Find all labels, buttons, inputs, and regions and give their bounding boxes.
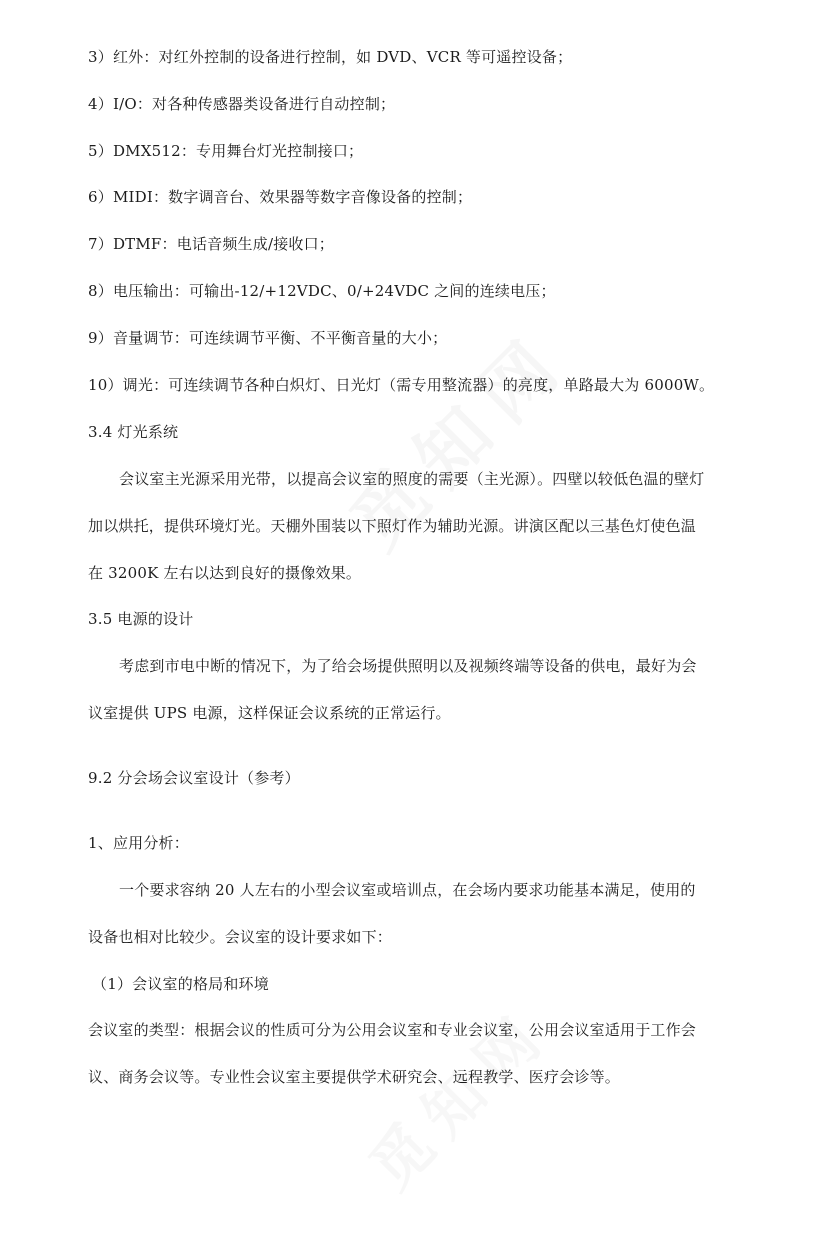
section-heading-lighting: 3.4 灯光系统 [88,423,179,441]
list-item-midi: 6）MIDI：数字调音台、效果器等数字音像设备的控制； [88,188,473,206]
section-heading-branch-room: 9.2 分会场会议室设计（参考） [88,769,300,787]
subheading-application-analysis: 1、应用分析： [88,834,189,852]
paragraph-lighting-line-1: 会议室主光源采用光带，以提高会议室的照度的需要（主光源）。四壁以较低色温的壁灯 [119,470,705,488]
paragraph-power-line-2: 议室提供 UPS 电源，这样保证会议系统的正常运行。 [88,704,451,722]
paragraph-lighting-line-3: 在 3200K 左右以达到良好的摄像效果。 [88,564,362,582]
paragraph-analysis-line-2: 设备也相对比较少。会议室的设计要求如下： [88,928,393,946]
list-item-io: 4）I/O：对各种传感器类设备进行自动控制； [88,95,396,113]
paragraph-room-types-line-2: 议、商务会议等。专业性会议室主要提供学术研究会、远程教学、医疗会诊等。 [88,1068,621,1086]
subheading-layout-environment: （1）会议室的格局和环境 [92,975,269,993]
section-heading-power: 3.5 电源的设计 [88,610,194,628]
list-item-dimming: 10）调光：可连续调节各种白炽灯、日光灯（需专用整流器）的亮度，单路最大为 6000W。 [88,376,715,394]
list-item-infrared: 3）红外：对红外控制的设备进行控制，如 DVD、VCR 等可遥控设备； [88,48,573,66]
paragraph-room-types-line-1: 会议室的类型：根据会议的性质可分为公用会议室和专业会议室，公用会议室适用于工作会 [88,1021,697,1039]
list-item-dmx512: 5）DMX512：专用舞台灯光控制接口； [88,142,364,160]
list-item-volume: 9）音量调节：可连续调节平衡、不平衡音量的大小； [88,329,448,347]
paragraph-analysis-line-1: 一个要求容纳 20 人左右的小型会议室或培训点，在会场内要求功能基本满足，使用的 [119,881,696,899]
paragraph-power-line-1: 考虑到市电中断的情况下，为了给会场提供照明以及视频终端等设备的供电，最好为会 [119,657,697,675]
list-item-voltage: 8）电压输出：可输出-12/+12VDC、0/+24VDC 之间的连续电压； [88,282,556,300]
paragraph-lighting-line-2: 加以烘托，提供环境灯光。天棚外围装以下照灯作为辅助光源。讲演区配以三基色灯使色温 [88,517,697,535]
list-item-dtmf: 7）DTMF：电话音频生成/接收口； [88,235,334,253]
